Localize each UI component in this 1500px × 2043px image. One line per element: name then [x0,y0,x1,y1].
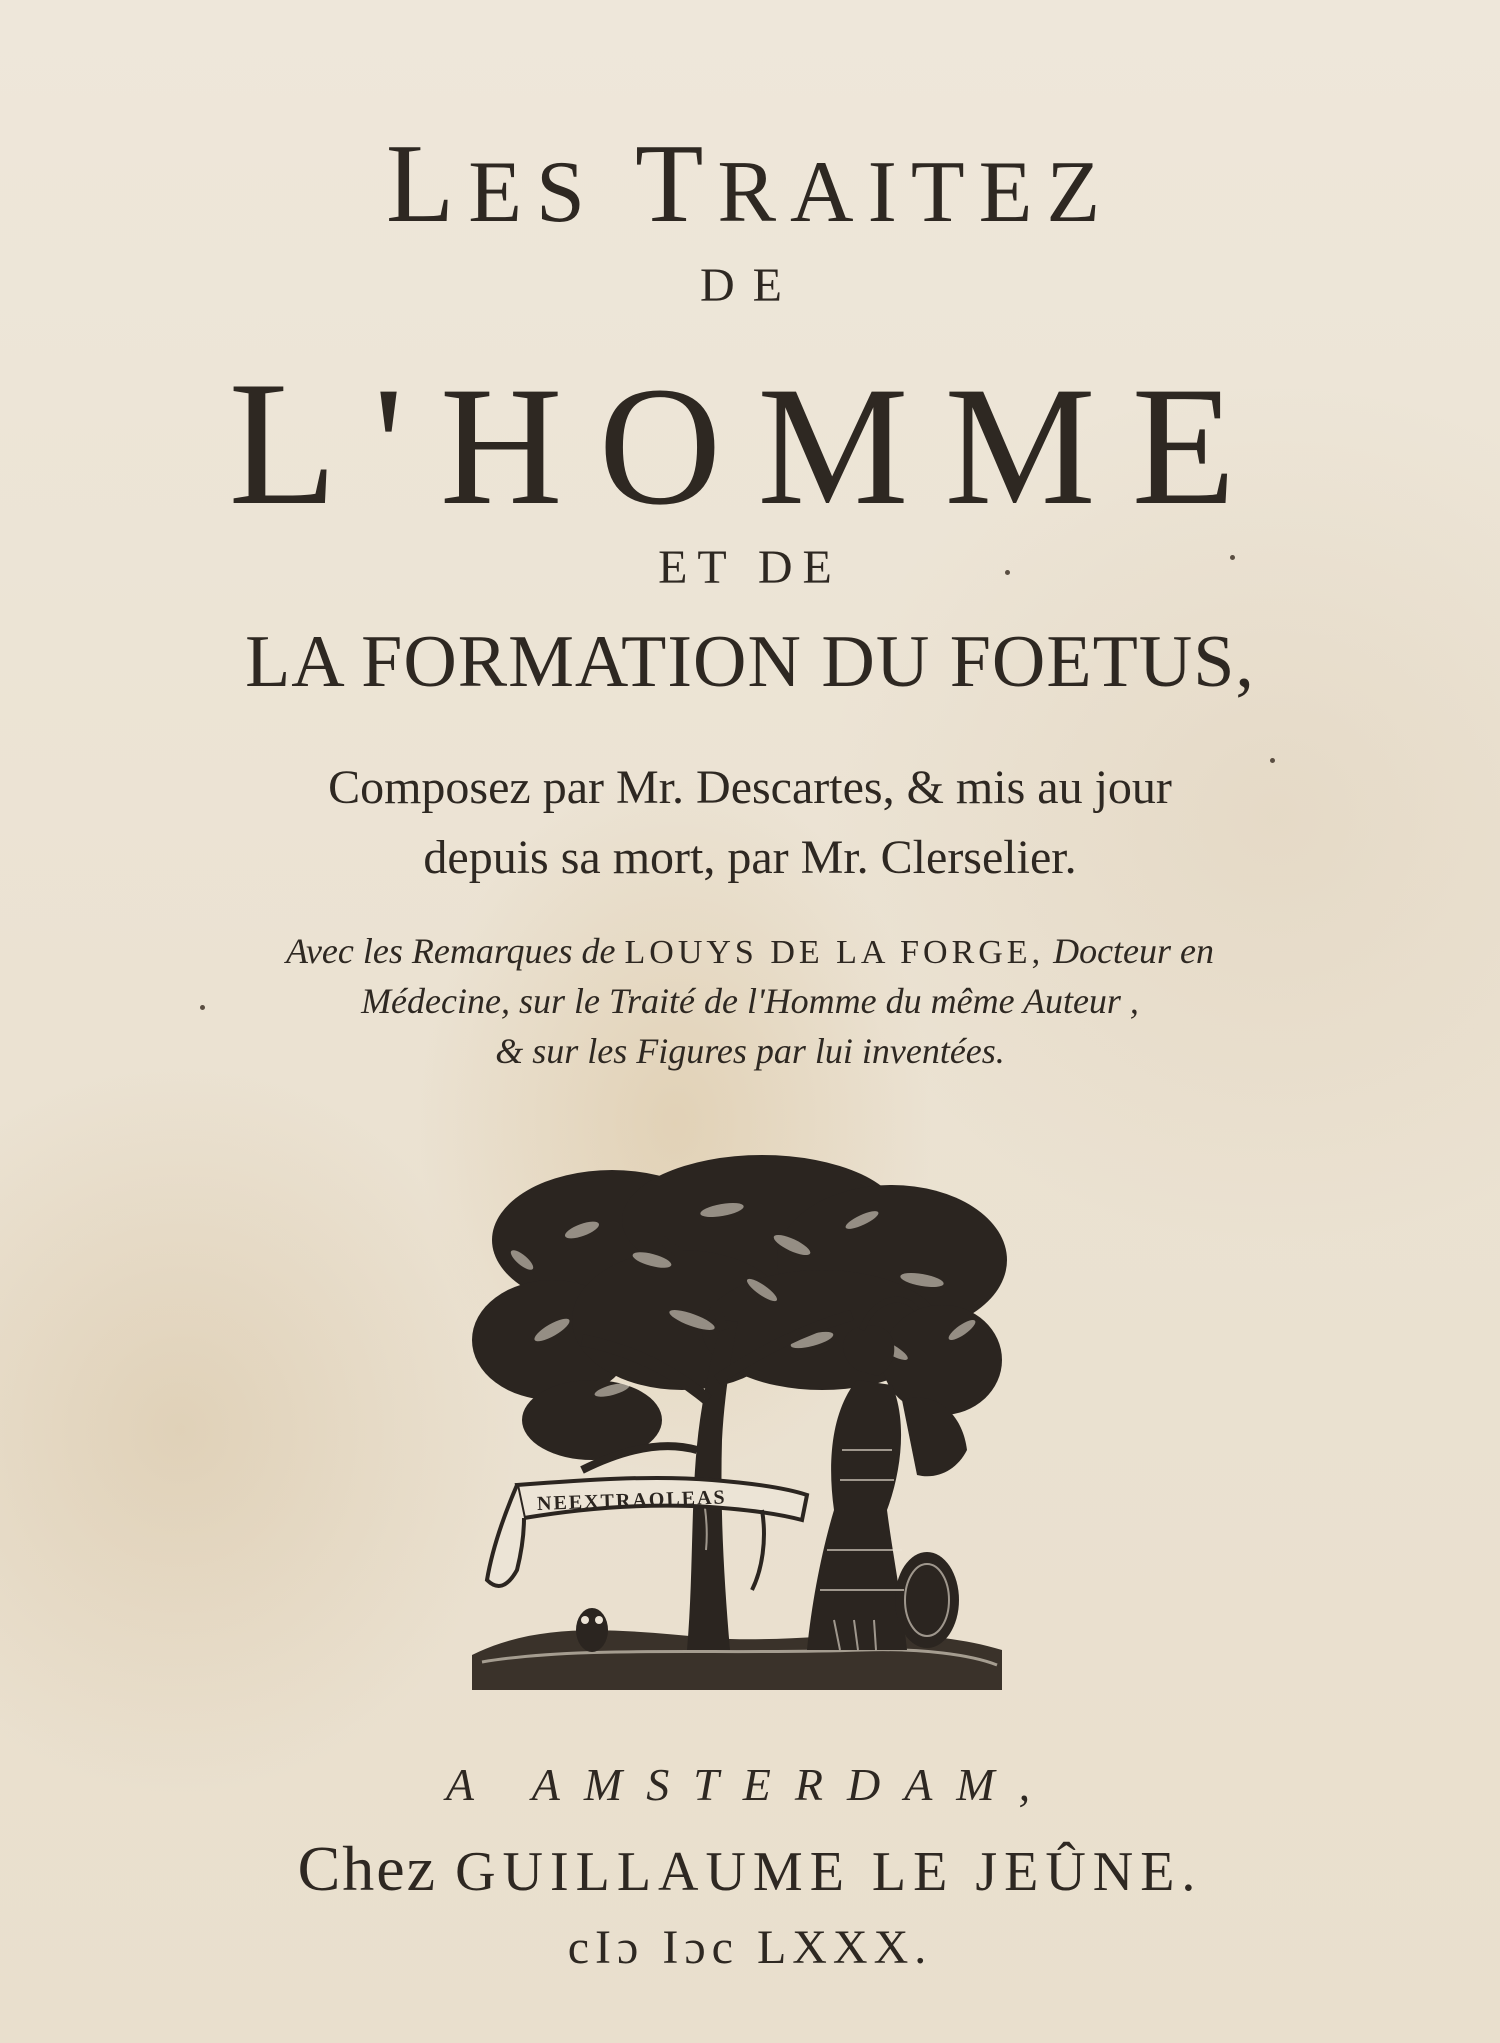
composez-line-1: Composez par Mr. Descartes, & mis au jour [328,761,1172,814]
title-lhomme [0,340,1500,546]
ink-speck [1005,570,1010,575]
printer-device-woodcut-icon [462,1150,1010,1690]
ink-speck [1270,758,1275,763]
title-lhomme-rest: 'HOMME [373,352,1272,540]
imprint-publisher-name: GUILLAUME LE JEÛNE. [455,1841,1203,1903]
ink-speck [1230,555,1235,560]
title-traitez-rest: RAITEZ [717,144,1115,241]
remarques-author: LOUYS DE LA FORGE, [624,934,1045,971]
title-et-de: ET DE [658,541,842,594]
device-motto: NEEXTRAOLEAS [536,1486,727,1516]
remarques-line-2: Médecine, sur le Traité de l'Homme du même Auteur , [361,981,1139,1021]
title-de: DE [700,259,800,312]
imprint-chez: Chez [297,1833,456,1904]
remarques-line-3: & sur les Figures par lui inventées. [495,1031,1005,1071]
remarques-line-1-a: Avec les Remarques de [285,931,625,971]
ink-speck [200,1005,205,1010]
imprint-date: cIɔ Iɔc LXXX. [567,1921,933,1974]
title-les-traitez [0,120,1500,249]
title-lhomme-initial: L [228,344,374,542]
title-les-initial: L [385,122,469,246]
title-formation: LA FORMATION DU FOETUS, [245,621,1255,703]
remarques-line-1 [0,930,1500,972]
remarques-line-1-b: Docteur en [1044,931,1215,971]
imprint-city: A AMSTERDAM, [445,1759,1055,1810]
title-les-rest: ES [468,144,635,241]
composez-line-2: depuis sa mort, par Mr. Clerselier. [423,831,1077,884]
title-traitez-initial: T [634,122,718,246]
imprint-publisher [0,1832,1500,1906]
